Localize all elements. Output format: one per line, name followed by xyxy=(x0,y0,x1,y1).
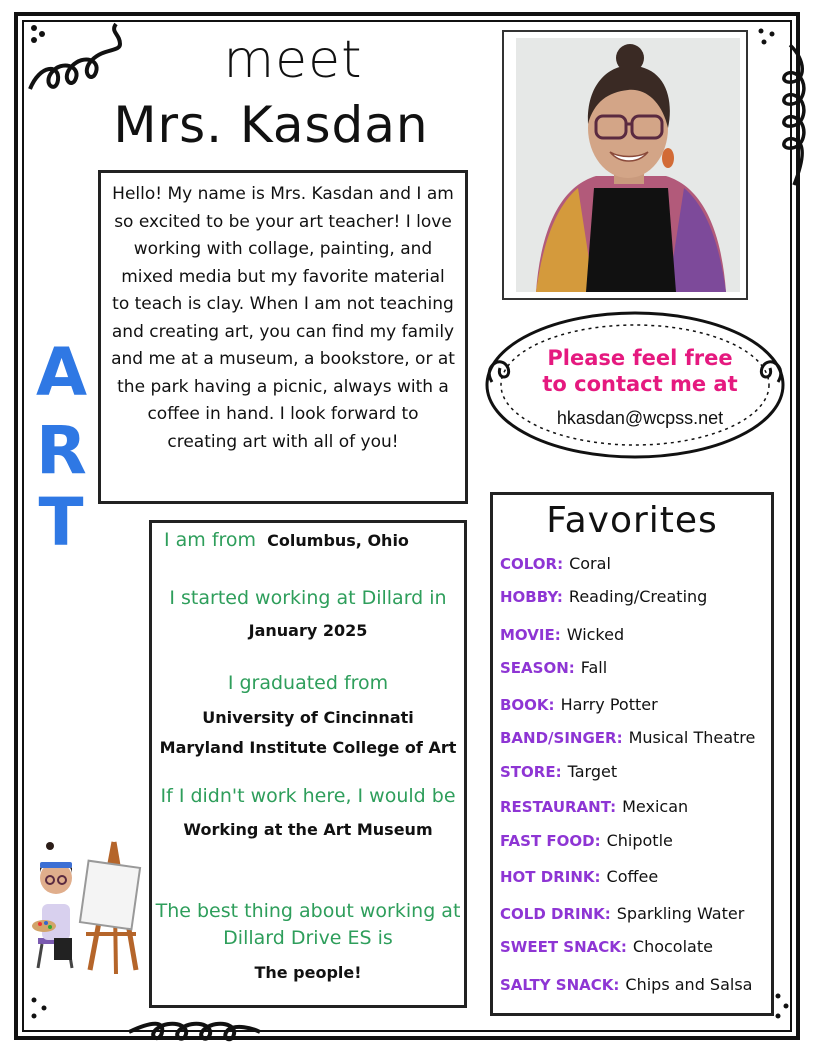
favorite-value: Wicked xyxy=(566,625,625,644)
contact-email-link[interactable]: hkasdan@wcpss.net xyxy=(556,408,724,428)
dots-doodle-top-right xyxy=(756,26,780,50)
fact-best-label-1: The best thing about working at xyxy=(155,900,461,922)
favorite-value: Reading/Creating xyxy=(568,587,708,606)
favorite-row xyxy=(500,658,770,677)
favorite-row xyxy=(500,797,770,816)
favorite-row xyxy=(500,728,770,747)
fact-from-label: I am from xyxy=(164,529,257,551)
favorite-label: SWEET SNACK: xyxy=(500,938,627,956)
favorite-row xyxy=(500,554,770,573)
favorite-value: Coral xyxy=(569,554,611,573)
fact-started-value: January 2025 xyxy=(248,621,368,640)
favorite-value: Harry Potter xyxy=(560,695,658,714)
favorite-label: SEASON: xyxy=(500,659,575,677)
fact-graduated-label: I graduated from xyxy=(227,672,389,694)
fact-else-value: Working at the Art Museum xyxy=(183,820,433,839)
favorite-value: Chocolate xyxy=(632,937,713,956)
favorite-label: BOOK: xyxy=(500,696,555,714)
fact-from-value: Columbus, Ohio xyxy=(267,531,409,550)
art-letter-r: R xyxy=(36,412,87,489)
favorite-row xyxy=(500,625,770,644)
favorite-label: HOT DRINK: xyxy=(500,868,601,886)
fact-graduated-value-1: University of Cincinnati xyxy=(202,708,414,727)
favorite-label: COLOR: xyxy=(500,555,564,573)
contact-heading xyxy=(520,345,760,397)
loop-doodle-right xyxy=(770,40,810,190)
facts-box xyxy=(149,520,467,1008)
artist-easel-illustration xyxy=(28,838,144,978)
teacher-name-heading: Mrs. Kasdan xyxy=(113,96,429,154)
favorite-value: Target xyxy=(567,762,618,781)
fact-best-value: The people! xyxy=(254,963,362,982)
favorite-label: STORE: xyxy=(500,763,562,781)
bio-text: Hello! My name is Mrs. Kasdan and I am so excited to be your art teacher! I love working with collage, painting, and mixed media but my favorite material to teach is clay. When I am not teaching and creating art, you can find my family and me at a museum, a bookstore, or at the park having a picnic, always with a coffee in hand. I look forward to creating art with all of you! xyxy=(111,184,455,452)
favorite-label: COLD DRINK: xyxy=(500,905,611,923)
fact-started-label: I started working at Dillard in xyxy=(169,587,447,609)
art-letter-a: A xyxy=(36,334,88,411)
favorite-row xyxy=(500,937,770,956)
meet-heading: meet xyxy=(223,30,363,90)
fact-from-row xyxy=(164,529,464,551)
favorite-value: Musical Theatre xyxy=(628,728,756,747)
favorite-label: RESTAURANT: xyxy=(500,798,617,816)
favorite-label: MOVIE: xyxy=(500,626,561,644)
favorite-value: Coffee xyxy=(606,867,659,886)
favorites-title: Favorites xyxy=(546,500,718,541)
favorite-row xyxy=(500,587,770,606)
favorite-value: Mexican xyxy=(622,797,689,816)
contact-heading-line1: Please feel free xyxy=(547,346,733,370)
teacher-portrait-illustration xyxy=(516,38,740,292)
favorite-row xyxy=(500,904,770,923)
favorite-label: FAST FOOD: xyxy=(500,832,601,850)
dots-doodle-bottom-left xyxy=(28,994,52,1024)
favorite-label: SALTY SNACK: xyxy=(500,976,620,994)
favorite-row xyxy=(500,762,770,781)
bio-box xyxy=(98,170,468,504)
loop-doodle-bottom xyxy=(124,1010,264,1050)
art-letter-t: T xyxy=(38,484,84,561)
contact-heading-line2: to contact me at xyxy=(542,372,738,396)
favorite-row xyxy=(500,695,770,714)
teacher-photo xyxy=(516,38,740,292)
favorite-value: Chips and Salsa xyxy=(625,975,753,994)
fact-best-label-2: Dillard Drive ES is xyxy=(223,927,393,949)
favorite-value: Chipotle xyxy=(606,831,673,850)
favorite-value: Fall xyxy=(580,658,608,677)
favorite-row xyxy=(500,831,770,850)
favorite-label: HOBBY: xyxy=(500,588,563,606)
favorite-row xyxy=(500,867,770,886)
fact-graduated-value-2: Maryland Institute College of Art xyxy=(159,738,457,757)
loop-doodle-top-left xyxy=(20,14,140,104)
favorite-value: Sparkling Water xyxy=(616,904,745,923)
favorite-label: BAND/SINGER: xyxy=(500,729,623,747)
favorite-row xyxy=(500,975,770,994)
fact-else-label: If I didn't work here, I would be xyxy=(160,785,456,807)
